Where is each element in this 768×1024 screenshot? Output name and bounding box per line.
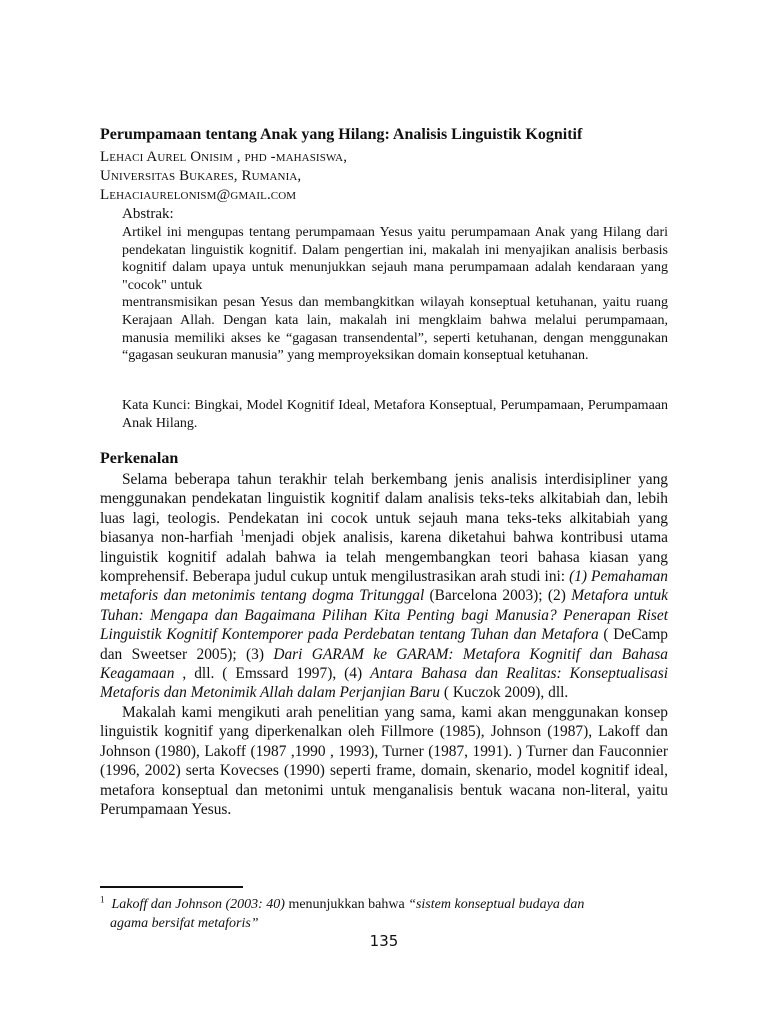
intro-text: (Barcelona 2003); (2) <box>424 587 572 605</box>
intro-text: menjadi objek analisis, karena diketahui bahwa kontribusi utama linguistik kognitif adalah bahwa ia telah mengembangkan teori bahasa kiasan yang komprehensif. Beberapa judul cukup untuk mengilustrasikan arah studi ini: <box>100 529 668 586</box>
footnote-reference[interactable]: 1 <box>240 528 245 539</box>
keywords: Kata Kunci: Bingkai, Model Kognitif Ideal, Metafora Konseptual, Perumpamaan, Perumpamaan Anak Hilang. <box>122 398 668 431</box>
intro-text: Selama beberapa tahun terakhir telah berkembang jenis analisis interdisipliner yang menggunakan pendekatan linguistik kognitif dalam analisis teks-teks alkitabiah dan, lebih luas lagi, teologis. Pendekatan ini cocok untuk sejauh mana teks-teks alkitabiah yang biasanya non-harfiah <box>100 471 668 547</box>
intro-body <box>100 470 668 819</box>
author-affiliation: Universitas Bukares, Rumania, <box>100 168 302 184</box>
footnote-divider <box>100 886 243 888</box>
abstract-text <box>122 224 668 365</box>
intro-text: ( Kuczok 2009), dll. <box>440 684 569 702</box>
footnote <box>100 895 668 933</box>
cited-title: Metafora untuk Tuhan: Mengapa dan Bagaimana Pilihan Kita Penting bagi Manusia? Penerapan Riset Linguistik Kognitif Kontemporer pada Perdebatan tentang Tuhan dan Metafora <box>100 587 668 644</box>
footnote-quote: “sistem konseptual budaya dan <box>408 897 585 912</box>
cited-title: Dari GARAM ke GARAM: Metafora Kognitif dan Bahasa Keagamaan <box>100 645 668 683</box>
page-number: 135 <box>369 932 399 950</box>
footnote-number: 1 <box>100 894 105 905</box>
intro-paragraph-2: Makalah kami mengikuti arah penelitian yang sama, kami akan menggunakan konsep linguistik kognitif yang diperkenalkan oleh Fillmore (1985), Johnson (1987), Lakoff dan Johnson (1980), Lakoff (1987 ,1990 , 1993), Turner (1987, 1991). ) Turner dan Fauconnier (1996, 2002) serta Kovecses (1990) seperti frame, domain, skenario, model kognitif ideal, metafora konseptual dan metonimi untuk menganalisis bentuk wacana non-literal, yaitu Perumpamaan Yesus. <box>100 703 668 818</box>
abstract-label: Abstrak: <box>122 206 174 222</box>
cited-title: Antara Bahasa dan Realitas: Konseptualisasi Metaforis dan Metonimik Allah dalam Perjanjian Baru <box>100 665 668 702</box>
footnote-text: menunjukkan bahwa <box>284 897 409 912</box>
abstract-paragraph-2: mentransmisikan pesan Yesus dan membangkitkan wilayah konseptual ketuhanan, yaitu ruang Kerajaan Allah. Dengan kata lain, makalah ini mengklaim bahwa melalui perumpamaan, manusia memiliki akses ke “gagasan transendental”, seperti ketuhanan, dengan menggunakan “gagasan seukuran manusia” yang memproyeksikan domain konseptual ketuhanan. <box>122 295 668 364</box>
intro-text: ( DeCamp dan Sweetser 2005); (3) <box>100 626 668 663</box>
footnote-citation: Lakoff dan Johnson (2003: 40) <box>111 897 285 912</box>
author-email: Lehaciaurelonism@gmail.com <box>100 187 297 203</box>
abstract-paragraph-1: Artikel ini mengupas tentang perumpamaan Yesus yaitu perumpamaan Anak yang Hilang dari pendekatan linguistik kognitif. Dalam pengertian ini, makalah ini menyajikan analisis berbasis kognitif dalam upaya untuk menunjukkan sejauh mana perumpamaan adalah kendaraan yang "cocok" untuk <box>122 225 668 293</box>
author-name: Lehaci Aurel Onisim , phd -mahasiswa, <box>100 149 348 165</box>
cited-title: (1) Pemahaman metaforis dan metonimis tentang dogma Tritunggal <box>100 568 668 605</box>
intro-paragraph-1 <box>100 470 668 703</box>
footnote-quote-continued: agama bersifat metaforis” <box>110 916 259 931</box>
section-heading: Perkenalan <box>100 450 179 467</box>
paper-title: Perumpamaan tentang Anak yang Hilang: Analisis Linguistik Kognitif <box>100 126 583 143</box>
intro-text: , dll. ( Emssard 1997), (4) <box>174 665 371 683</box>
